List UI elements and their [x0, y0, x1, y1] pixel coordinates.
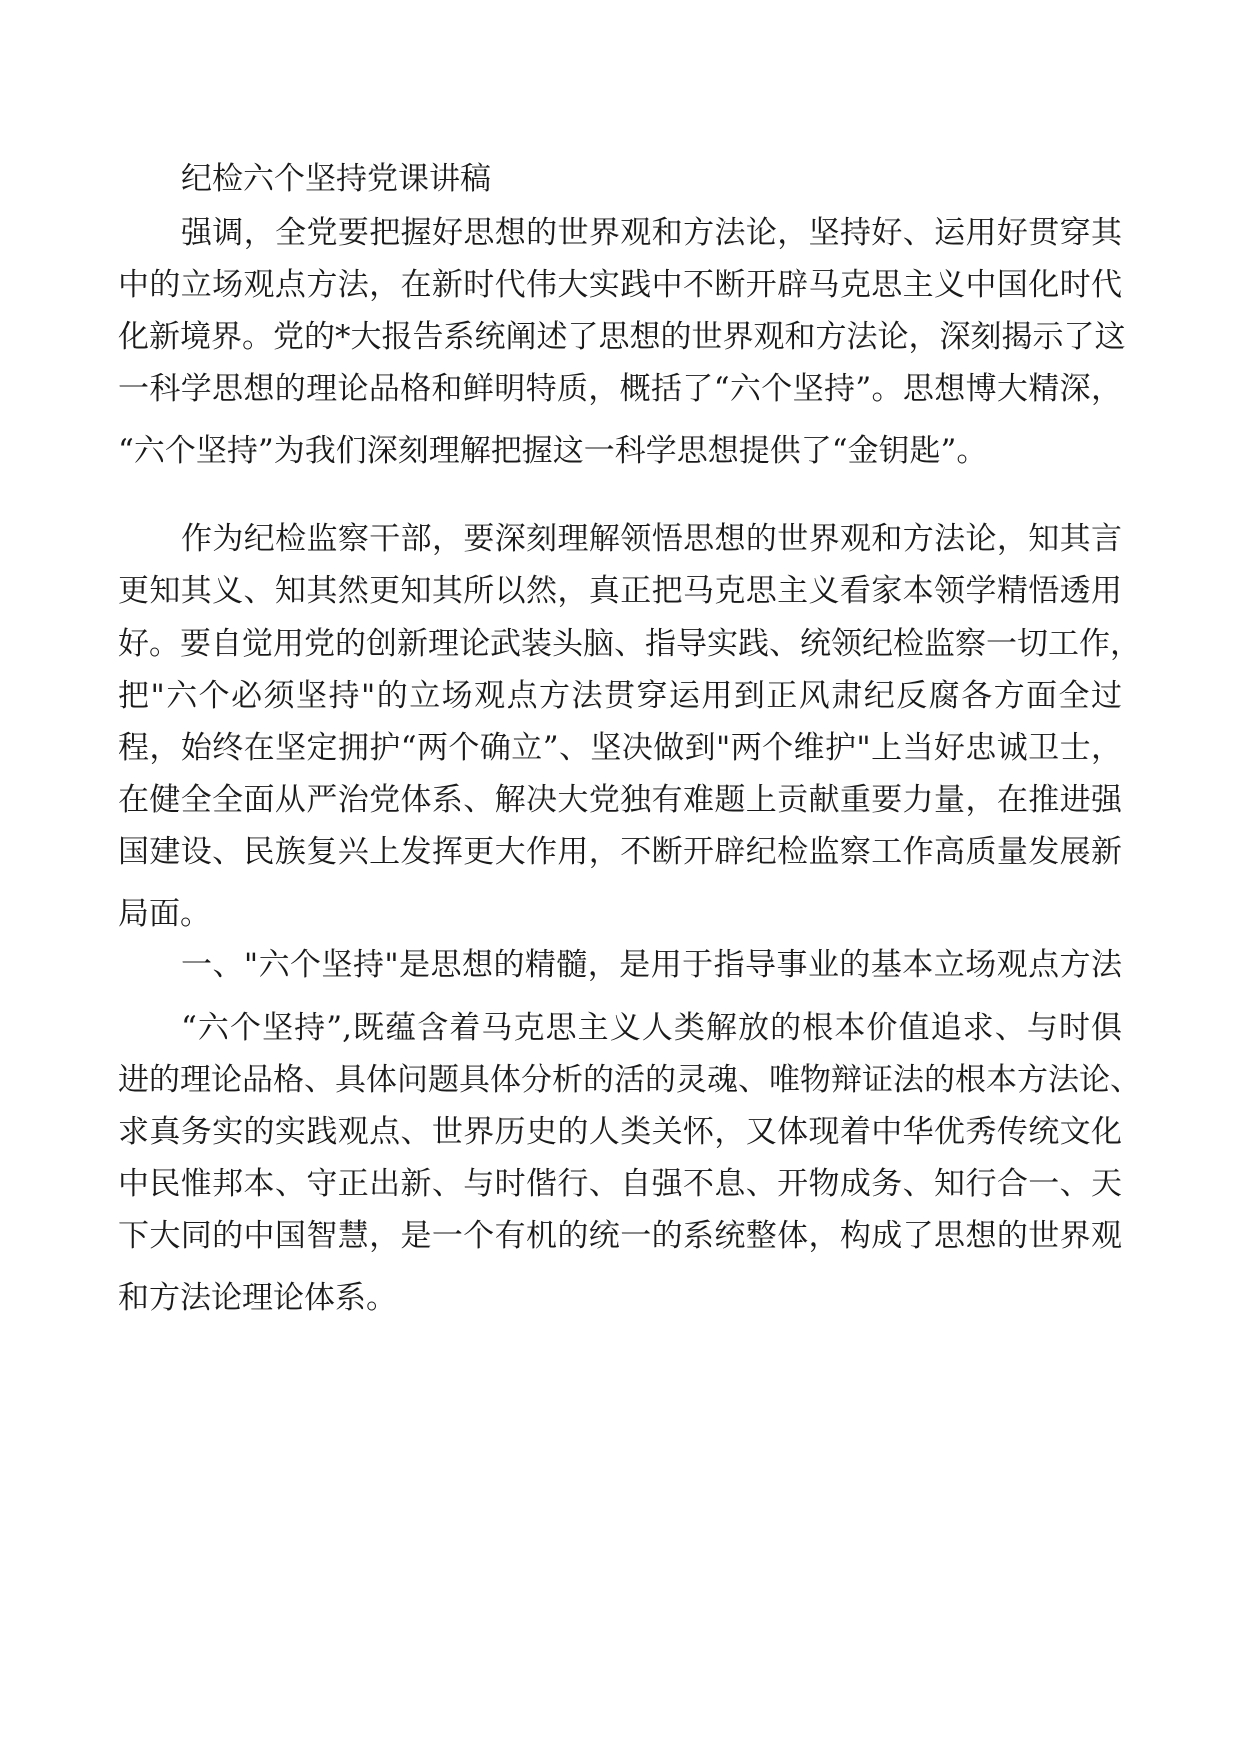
- paragraph-3-line-6: 和方法论理论体系。: [118, 1280, 397, 1316]
- paragraph-2-line-6: 在健全全面从严治党体系、解决大党独有难题上贡献重要力量，在推进强: [118, 782, 1122, 818]
- paragraph-3-line-4: 中民惟邦本、守正出新、与时偕行、自强不息、开物成务、知行合一、天: [118, 1166, 1122, 1202]
- paragraph-2-line-3: 好。要自觉用党的创新理论武装头脑、指导实践、统领纪检监察一切工作，: [118, 626, 1141, 662]
- paragraph-1-line-3: 化新境界。党的*大报告系统阐述了思想的世界观和方法论，深刻揭示了这: [118, 319, 1126, 355]
- paragraph-1-line-2: 中的立场观点方法，在新时代伟大实践中不断开辟马克思主义中国化时代: [118, 267, 1122, 303]
- document-title: 纪检六个坚持党课讲稿: [181, 161, 491, 197]
- paragraph-1-line-4: 一科学思想的理论品格和鲜明特质，概括了“六个坚持”。思想博大精深，: [118, 371, 1122, 407]
- paragraph-2-line-5: 程，始终在坚定拥护“两个确立”、坚决做到"两个维护"上当好忠诚卫士，: [118, 730, 1122, 766]
- paragraph-2-line-7: 国建设、民族复兴上发挥更大作用，不断开辟纪检监察工作高质量发展新: [118, 834, 1122, 870]
- paragraph-2-line-2: 更知其义、知其然更知其所以然，真正把马克思主义看家本领学精悟透用: [118, 573, 1122, 609]
- paragraph-3-line-1: “六个坚持”,既蕴含着马克思主义人类解放的根本价值追求、与时俱: [181, 1010, 1122, 1046]
- paragraph-2-line-4: 把"六个必须坚持"的立场观点方法贯穿运用到正风肃纪反腐各方面全过: [118, 678, 1122, 714]
- section-heading-1: 一、"六个坚持"是思想的精髓，是用于指导事业的基本立场观点方法: [181, 947, 1122, 983]
- paragraph-3-line-3: 求真务实的实践观点、世界历史的人类关怀，又体现着中华优秀传统文化: [118, 1114, 1122, 1150]
- paragraph-2-line-8: 局面。: [118, 896, 211, 932]
- paragraph-2-line-1: 作为纪检监察干部，要深刻理解领悟思想的世界观和方法论，知其言: [181, 521, 1122, 557]
- paragraph-1-line-1: 强调，全党要把握好思想的世界观和方法论，坚持好、运用好贯穿其: [181, 215, 1122, 251]
- paragraph-3-line-2: 进的理论品格、具体问题具体分析的活的灵魂、唯物辩证法的根本方法论、: [118, 1062, 1141, 1098]
- paragraph-3-line-5: 下大同的中国智慧，是一个有机的统一的系统整体，构成了思想的世界观: [118, 1218, 1122, 1254]
- paragraph-1-line-5: “六个坚持”为我们深刻理解把握这一科学思想提供了“金钥匙”。: [118, 433, 988, 469]
